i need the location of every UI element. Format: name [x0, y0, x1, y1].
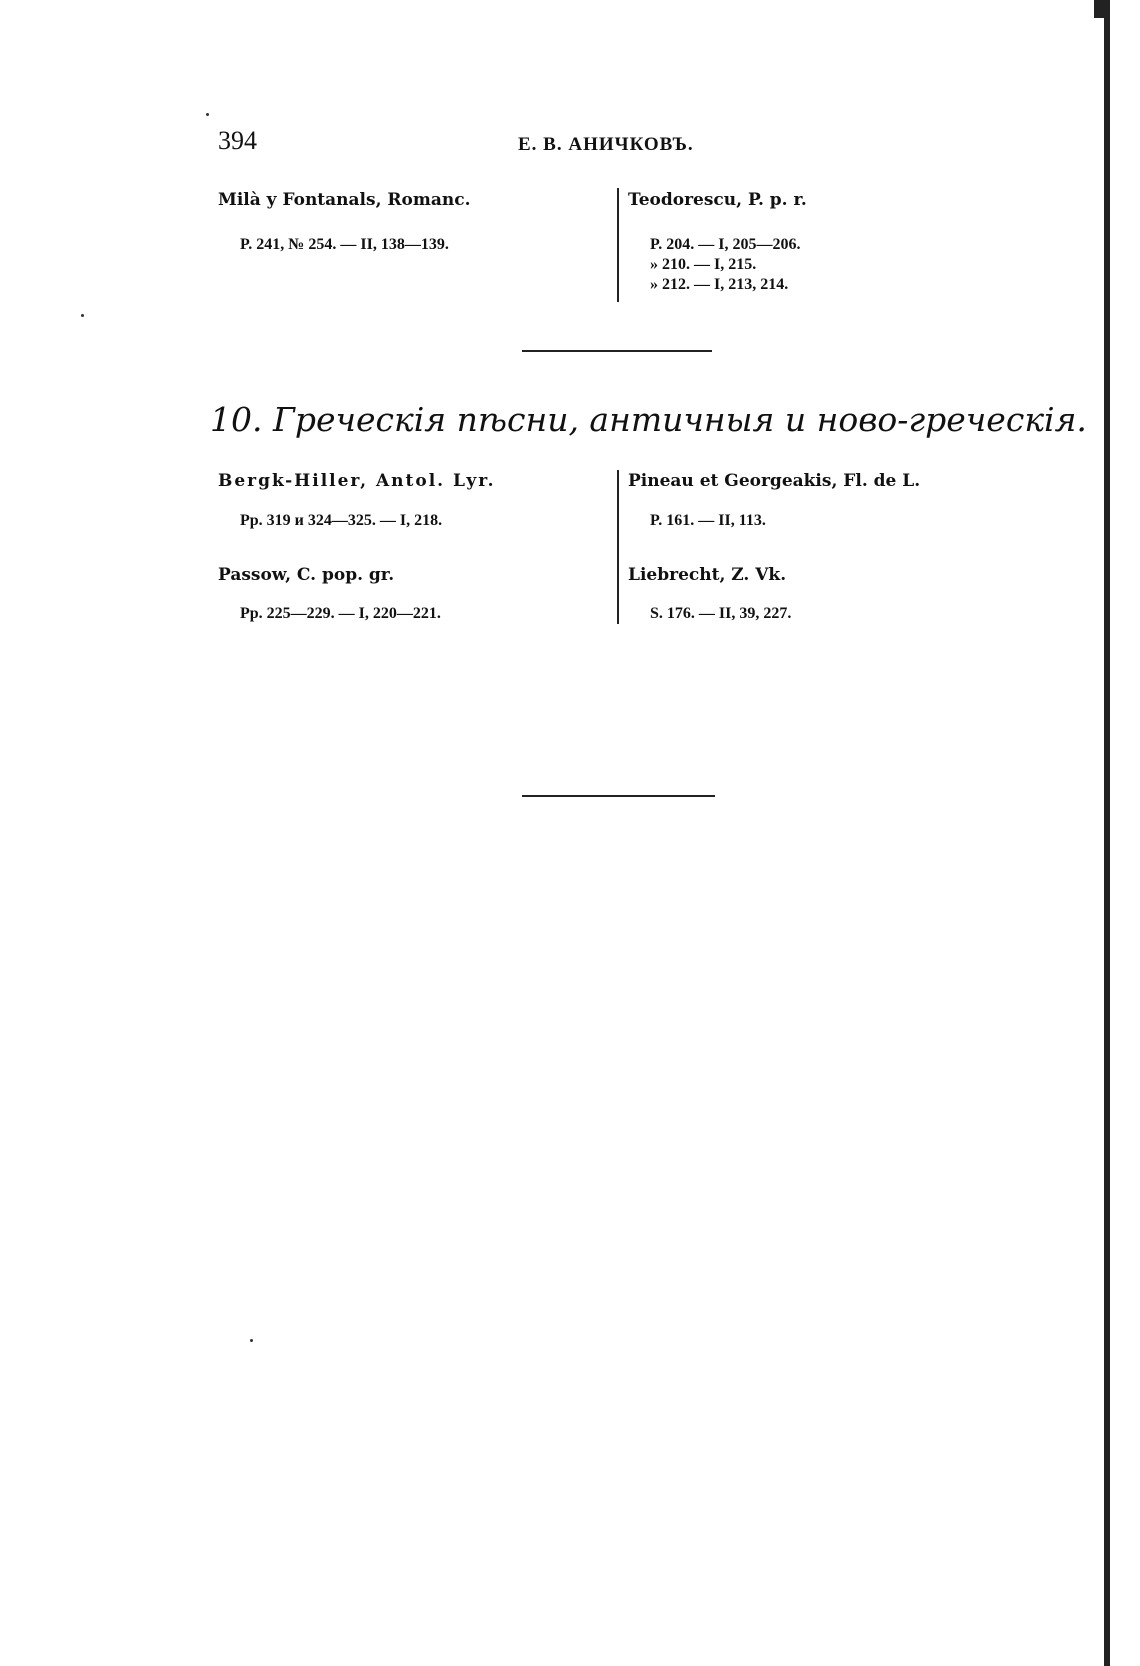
entry-line-teodorescu-2: » 210. — I, 215. [650, 256, 757, 273]
entry-title-bergk [218, 471, 496, 491]
entry-line-teodorescu-3: » 212. — I, 213, 214. [650, 276, 789, 293]
entry-title-liebrecht: Liebrecht, Z. Vk. [628, 565, 787, 585]
entry-line-teodorescu-1: P. 204. — I, 205—206. [650, 236, 801, 253]
entry-line-liebrecht: S. 176. — II, 39, 227. [650, 605, 792, 622]
entry-title-mila: Milà y Fontanals, Romanc. [218, 190, 471, 210]
entry-line-passow: Pp. 225—229. — I, 220—221. [240, 605, 441, 622]
entry-title-teodorescu: Teodorescu, P. p. r. [628, 190, 807, 210]
entry-line-bergk: Pp. 319 и 324—325. — I, 218. [240, 512, 443, 529]
running-head: Е. В. АНИЧКОВЪ. [518, 134, 694, 155]
scan-speck [206, 113, 209, 116]
entry-line-pineau: P. 161. — II, 113. [650, 512, 766, 529]
page-edge-corner [1094, 0, 1108, 18]
section-heading: 10. Греческія пѣсни, античныя и ново-греческія. [210, 400, 1087, 439]
column-divider-top [617, 188, 619, 302]
separator-rule-1 [522, 350, 712, 352]
entry-title-pineau: Pineau et Georgeakis, Fl. de L. [628, 471, 921, 491]
scan-speck [250, 1339, 253, 1342]
page-edge-shadow [1104, 0, 1110, 1666]
entry-line-mila: P. 241, № 254. — II, 138—139. [240, 236, 449, 253]
column-divider-entries [617, 470, 619, 624]
author-bergk: Bergk-Hiller, Antol. Lyr. [218, 471, 496, 491]
separator-rule-2 [522, 795, 715, 797]
page-number: 394 [218, 126, 257, 155]
entry-title-passow: Passow, C. pop. gr. [218, 565, 395, 585]
scan-speck [81, 314, 84, 317]
